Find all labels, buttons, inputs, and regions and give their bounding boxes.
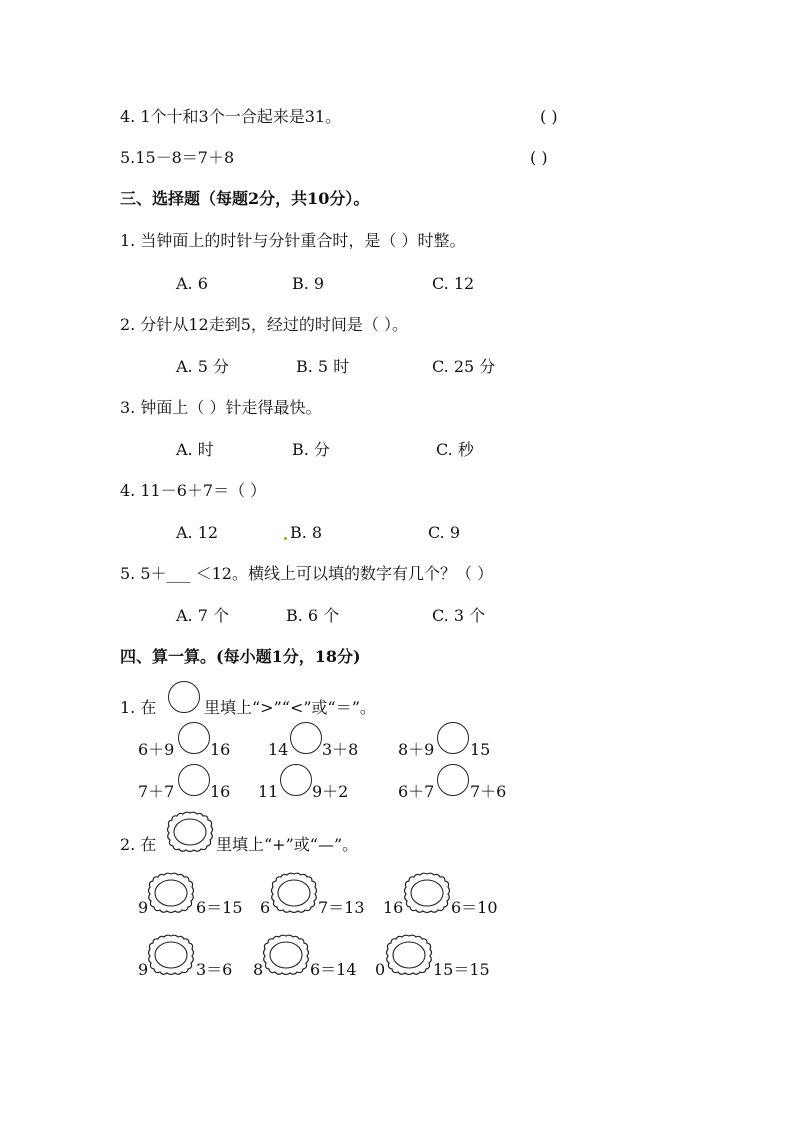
compare-instruction-lead: 1. 在 <box>120 698 157 717</box>
compare-right-3: 15 <box>470 740 491 759</box>
q3-option-b[interactable]: B. 分 <box>292 440 330 459</box>
compare-left-2: 14 <box>268 740 289 759</box>
compare-circle-2[interactable] <box>290 722 322 754</box>
q1-option-a[interactable]: A. 6 <box>176 274 208 293</box>
operator-flower-3[interactable] <box>403 872 451 914</box>
compare-right-1: 16 <box>210 740 231 759</box>
operator-instruction-tail: 里填上“+”或“—”。 <box>216 835 359 854</box>
choice-question-3: 3. 钟面上（ ）针走得最快。 <box>120 398 322 417</box>
compare-circle-3[interactable] <box>437 722 469 754</box>
compare-right-6: 7＋6 <box>470 782 507 801</box>
stray-mark <box>284 537 287 540</box>
operator-right-3: 6＝10 <box>451 898 498 917</box>
q4-option-b[interactable]: B. 8 <box>290 523 323 542</box>
q2-option-c[interactable]: C. 25 分 <box>432 357 496 376</box>
operator-left-1: 9 <box>138 898 149 917</box>
operator-right-6: 15＝15 <box>433 960 490 979</box>
section3-title: 三、选择题（每题2分，共10分）。 <box>120 189 370 208</box>
operator-right-4: 3＝6 <box>196 960 233 979</box>
operator-flower-4[interactable] <box>147 934 195 976</box>
tf-answer-paren-5[interactable]: ( ) <box>530 148 548 167</box>
operator-flower-6[interactable] <box>385 934 433 976</box>
choice-question-5: 5. 5＋___ ＜12。横线上可以填的数字有几个？（ ） <box>120 564 494 583</box>
q4-option-a[interactable]: A. 12 <box>176 523 219 542</box>
compare-left-1: 6＋9 <box>138 740 175 759</box>
tf-question-5: 5.15－8＝7＋8 <box>120 148 235 167</box>
operator-flower-1[interactable] <box>147 872 195 914</box>
operator-right-5: 6＝14 <box>310 960 357 979</box>
compare-right-2: 3＋8 <box>322 740 359 759</box>
operator-left-5: 8 <box>253 960 264 979</box>
operator-left-6: 0 <box>375 960 386 979</box>
tf-question-4: 4. 1个十和3个一合起来是31。 <box>120 107 342 126</box>
compare-left-6: 6＋7 <box>398 782 435 801</box>
operator-flower-2[interactable] <box>270 872 318 914</box>
flower-blank-sample <box>166 811 214 853</box>
operator-left-3: 16 <box>383 898 404 917</box>
choice-question-1: 1. 当钟面上的时针与分针重合时，是（ ）时整。 <box>120 231 466 250</box>
compare-left-4: 7＋7 <box>138 782 175 801</box>
compare-left-5: 11 <box>258 782 279 801</box>
choice-question-2: 2. 分针从12走到5，经过的时间是（ ）。 <box>120 315 408 334</box>
compare-left-3: 8＋9 <box>398 740 435 759</box>
compare-instruction-tail: 里填上“>”“<”或“＝”。 <box>204 698 376 717</box>
q5-option-c[interactable]: C. 3 个 <box>432 606 486 625</box>
compare-circle-1[interactable] <box>178 722 210 754</box>
compare-right-4: 16 <box>210 782 231 801</box>
q1-option-b[interactable]: B. 9 <box>292 274 325 293</box>
compare-right-5: 9＋2 <box>312 782 349 801</box>
tf-answer-paren-4[interactable]: ( ) <box>540 107 558 126</box>
q3-option-a[interactable]: A. 时 <box>176 440 214 459</box>
q5-option-a[interactable]: A. 7 个 <box>176 606 229 625</box>
q4-option-c[interactable]: C. 9 <box>428 523 461 542</box>
operator-left-4: 9 <box>138 960 149 979</box>
q3-option-c[interactable]: C. 秒 <box>436 440 474 459</box>
q2-option-a[interactable]: A. 5 分 <box>176 357 229 376</box>
choice-question-4: 4. 11－6＋7＝（ ） <box>120 481 267 500</box>
q5-option-b[interactable]: B. 6 个 <box>286 606 340 625</box>
q2-option-b[interactable]: B. 5 时 <box>296 357 350 376</box>
operator-instruction-lead: 2. 在 <box>120 835 157 854</box>
compare-circle-4[interactable] <box>178 764 210 796</box>
answer-circle-sample <box>168 681 200 713</box>
operator-right-2: 7＝13 <box>318 898 365 917</box>
operator-left-2: 6 <box>260 898 271 917</box>
operator-right-1: 6＝15 <box>196 898 243 917</box>
q1-option-c[interactable]: C. 12 <box>432 274 475 293</box>
compare-circle-5[interactable] <box>280 764 312 796</box>
section4-title: 四、算一算。(每小题1分，18分) <box>120 647 361 666</box>
compare-circle-6[interactable] <box>437 764 469 796</box>
operator-flower-5[interactable] <box>262 934 310 976</box>
